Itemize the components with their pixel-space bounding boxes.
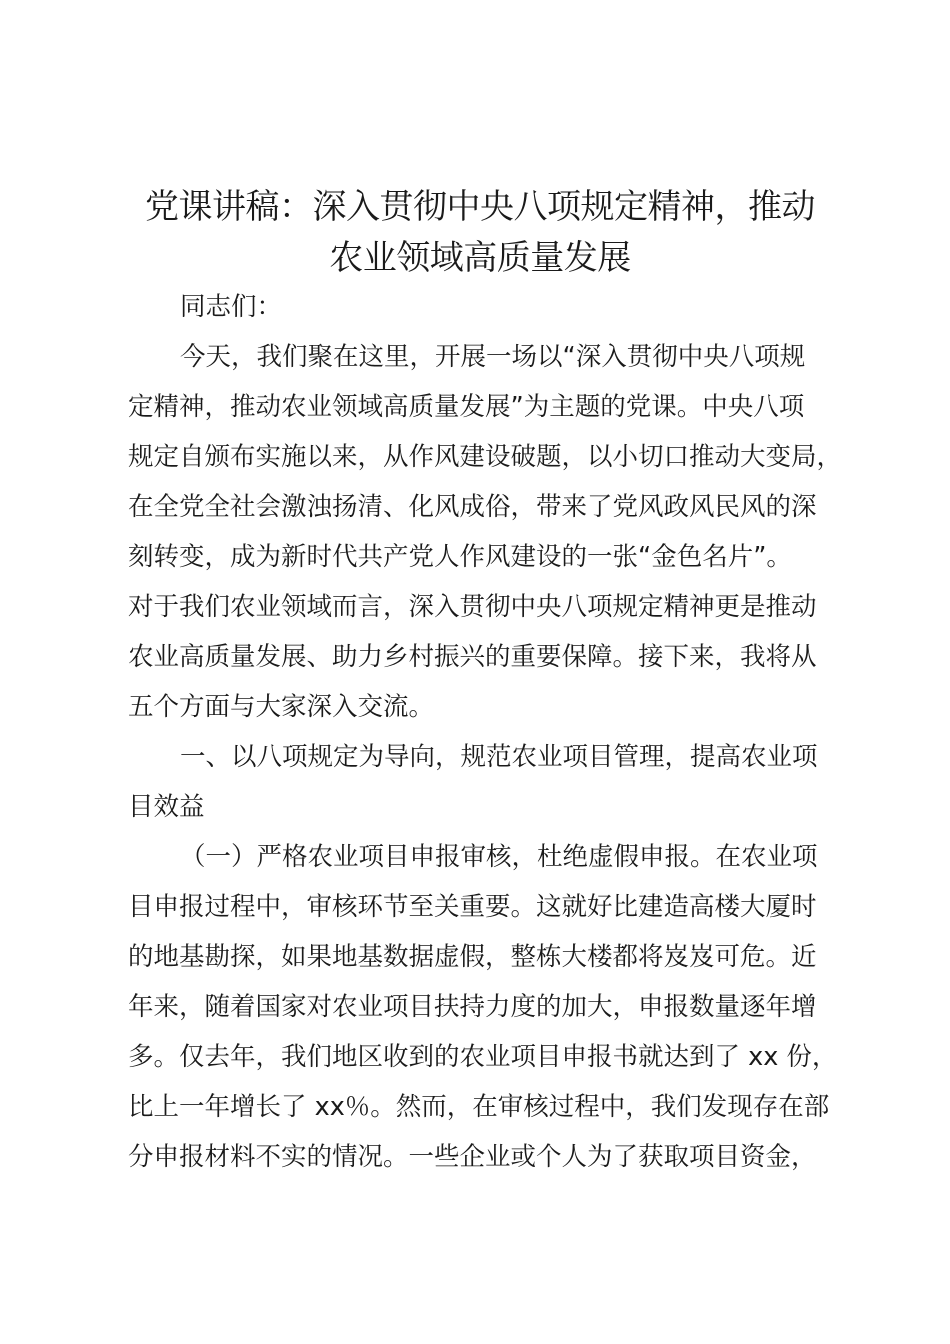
title-line-1: 党课讲稿：深入贯彻中央八项规定精神，推动 <box>145 187 815 227</box>
paragraph-1-line-7: 农业高质量发展、助力乡村振兴的重要保障。接下来，我将从 <box>128 642 817 672</box>
paragraph-1-line-4: 在全党全社会激浊扬清、化风成俗，带来了党风政风民风的深 <box>128 492 817 522</box>
paragraph-2-line-2: 目申报过程中，审核环节至关重要。这就好比建造高楼大厦时 <box>128 892 817 922</box>
paragraph-2-line-1: （一）严格农业项目申报审核，杜绝虚假申报。在农业项 <box>180 842 818 872</box>
heading-1-line-2: 目效益 <box>128 792 205 822</box>
paragraph-2-line-4: 年来，随着国家对农业项目扶持力度的加大，申报数量逐年增 <box>128 992 817 1022</box>
paragraph-2-line-6: 比上一年增长了 xx％。然而，在审核过程中，我们发现存在部 <box>128 1092 830 1122</box>
paragraph-1-line-3: 规定自颁布实施以来，从作风建设破题，以小切口推动大变局， <box>128 442 843 472</box>
paragraph-1-line-1: 今天，我们聚在这里，开展一场以“深入贯彻中央八项规 <box>180 342 806 372</box>
paragraph-1-line-5: 刻转变，成为新时代共产党人作风建设的一张“金色名片”。 <box>128 542 792 572</box>
paragraph-1-line-2: 定精神，推动农业领域高质量发展”为主题的党课。中央八项 <box>128 392 805 422</box>
paragraph-1-line-8: 五个方面与大家深入交流。 <box>128 692 435 722</box>
salutation: 同志们： <box>180 292 283 322</box>
title-line-2: 农业领域高质量发展 <box>329 238 631 278</box>
paragraph-1-line-6: 对于我们农业领域而言，深入贯彻中央八项规定精神更是推动 <box>128 592 817 622</box>
heading-1-line-1: 一、以八项规定为导向，规范农业项目管理，提高农业项 <box>180 742 818 772</box>
document-title <box>110 182 850 284</box>
paragraph-2-line-3: 的地基勘探，如果地基数据虚假，整栋大楼都将岌岌可危。近 <box>128 942 817 972</box>
paragraph-2-line-5: 多。仅去年，我们地区收到的农业项目申报书就达到了 xx 份， <box>128 1042 838 1072</box>
paragraph-2-line-7: 分申报材料不实的情况。一些企业或个人为了获取项目资金， <box>128 1142 817 1172</box>
